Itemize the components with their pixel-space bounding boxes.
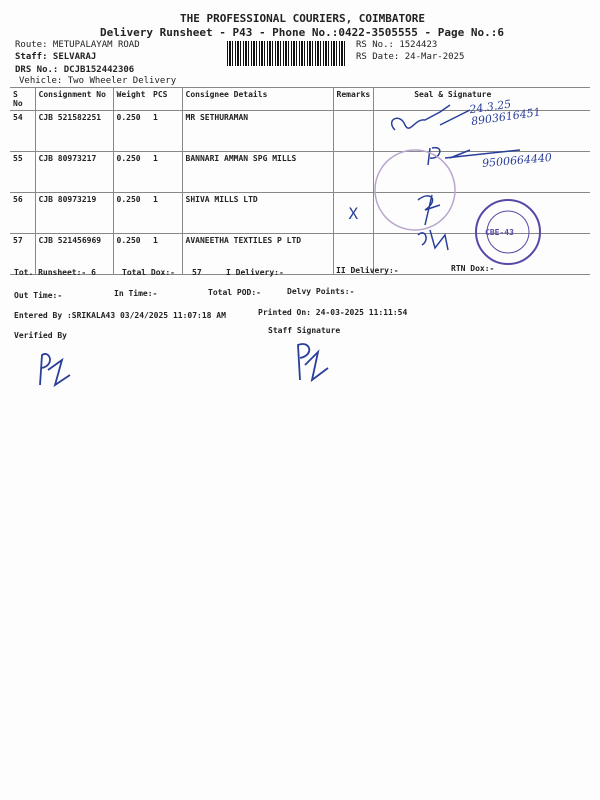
- ii-delivery: II Delivery:-: [336, 266, 399, 275]
- col-sno: S No: [10, 88, 35, 111]
- sno: 57: [10, 234, 35, 275]
- staff: Staff: SELVARAJ: [15, 52, 97, 62]
- consignee: BANNARI AMMAN SPG MILLS: [182, 152, 333, 193]
- table-row: [10, 234, 590, 275]
- stamp-code: CBE-43: [485, 228, 514, 237]
- printed-on: Printed On: 24-03-2025 11:11:54: [258, 308, 408, 317]
- vehicle: Vehicle: Two Wheeler Delivery: [19, 76, 177, 86]
- col-weight: Weight: [113, 88, 150, 111]
- remarks: [333, 152, 374, 193]
- consignment-no: CJB 80973219: [35, 193, 113, 234]
- remarks: [333, 111, 374, 152]
- barcode: [227, 41, 345, 66]
- pcs: 1: [150, 234, 182, 275]
- consignee: SHIVA MILLS LTD: [182, 193, 333, 234]
- verified-by-label: Verified By: [14, 331, 67, 340]
- sno: 54: [10, 111, 35, 152]
- rtn-dox: RTN Dox:-: [451, 264, 495, 273]
- tot-runsheet: Tot. Runsheet:- 6: [14, 268, 96, 277]
- delvy-points: Delvy Points:-: [287, 287, 355, 296]
- rs-number: RS No.: 1524423: [356, 40, 438, 50]
- out-time: Out Time:-: [14, 291, 63, 300]
- consignment-no: CJB 521582251: [35, 111, 113, 152]
- runsheet-title: Delivery Runsheet - P43 - Phone No.:0422-3505555 - Page No.:6: [100, 26, 504, 39]
- in-time: In Time:-: [114, 289, 158, 298]
- total-dox-value: 57: [192, 268, 202, 277]
- i-delivery: I Delivery:-: [226, 268, 284, 277]
- drs-number: DRS No.: DCJB152442306: [15, 65, 135, 75]
- weight: 0.250: [113, 234, 150, 275]
- sno: 55: [10, 152, 35, 193]
- pcs: 1: [150, 193, 182, 234]
- rs-date: RS Date: 24-Mar-2025: [356, 52, 465, 62]
- col-pcs: PCS: [150, 88, 182, 111]
- staff-signature: [298, 344, 328, 380]
- pcs: 1: [150, 152, 182, 193]
- col-consignee: Consignee Details: [182, 88, 333, 111]
- consignee: AVANEETHA TEXTILES P LTD: [182, 234, 333, 275]
- handwritten-note-55: 9500664440: [481, 150, 553, 171]
- weight: 0.250: [113, 111, 150, 152]
- sno: 56: [10, 193, 35, 234]
- pcs: 1: [150, 111, 182, 152]
- seal-cell: [374, 193, 590, 234]
- verified-by-signature: [40, 354, 70, 385]
- consignment-no: CJB 80973217: [35, 152, 113, 193]
- company-name: THE PROFESSIONAL COURIERS, COIMBATORE: [180, 12, 426, 25]
- consignment-no: CJB 521456969: [35, 234, 113, 275]
- col-remarks: Remarks: [333, 88, 374, 111]
- total-pod: Total POD:-: [208, 288, 261, 297]
- total-dox: Total Dox:-: [122, 268, 175, 277]
- consignee: MR SETHURAMAN: [182, 111, 333, 152]
- weight: 0.250: [113, 193, 150, 234]
- col-seal: Seal & Signature: [374, 88, 590, 111]
- remarks: X: [333, 193, 374, 234]
- staff-signature-label: Staff Signature: [268, 326, 341, 335]
- route: Route: METUPALAYAM ROAD: [15, 40, 140, 50]
- handwritten-note-54: 24.3.25 8903616451: [468, 97, 542, 129]
- weight: 0.250: [113, 152, 150, 193]
- col-consignment: Consignment No: [35, 88, 113, 111]
- entered-by: Entered By :SRIKALA43 03/24/2025 11:07:18 AM: [14, 311, 226, 320]
